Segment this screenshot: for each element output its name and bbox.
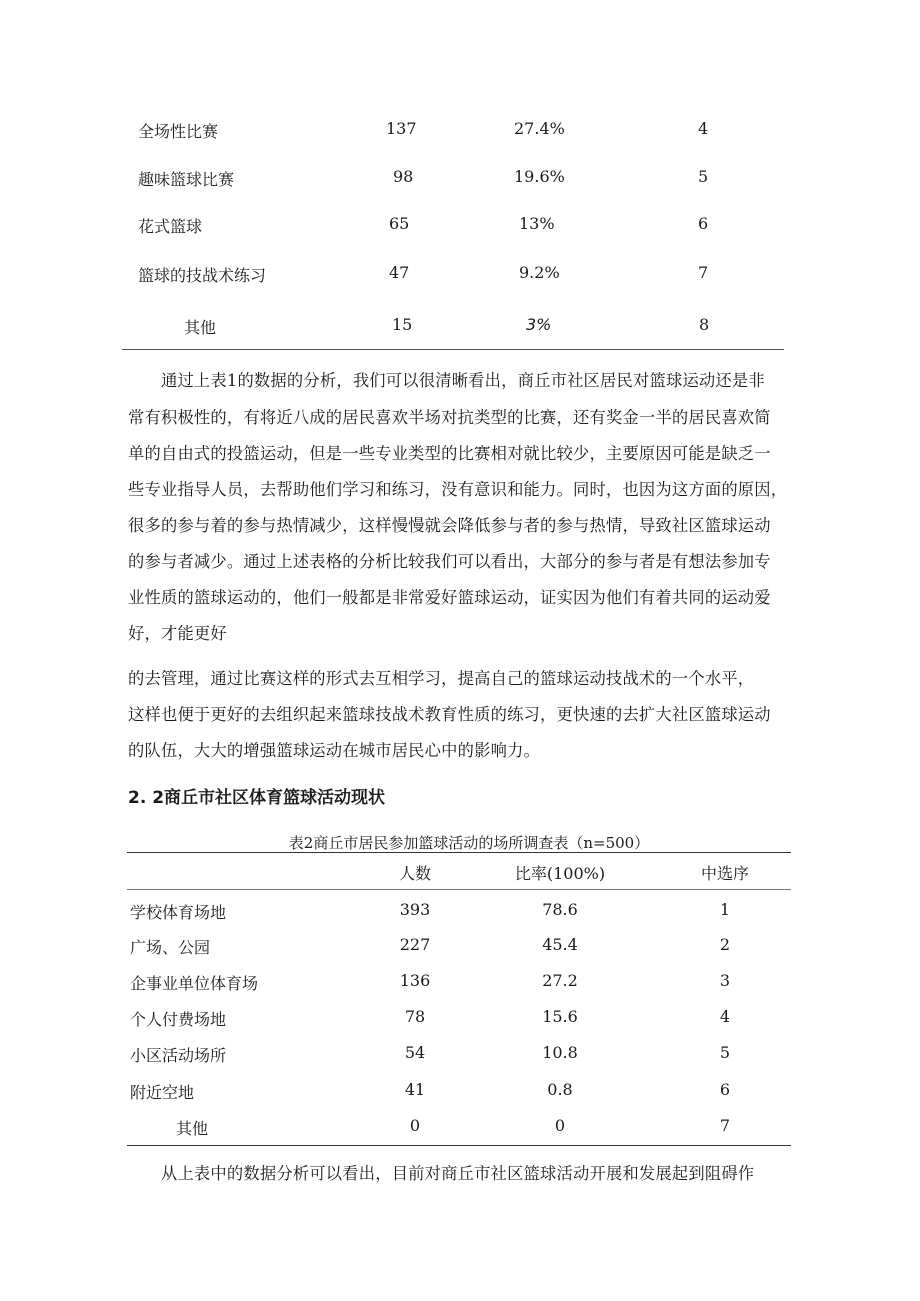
table2-rank: 4	[719, 1007, 731, 1026]
table1-rate: 13%	[519, 214, 555, 233]
table-row	[0, 1043, 920, 1069]
table2-rate: 10.8	[542, 1043, 578, 1062]
paragraph-line: 的去管理，通过比赛这样的形式去互相学习，提高自己的篮球运动技战术的一个水平，	[128, 669, 755, 688]
table2-rank: 7	[719, 1116, 731, 1135]
table2-header-rule	[127, 889, 791, 890]
table-row	[0, 1116, 920, 1142]
section-heading: 2. 2商丘市社区体育篮球活动现状	[128, 788, 386, 808]
table1-rank: 8	[699, 315, 710, 334]
table2-header-count: 人数	[398, 864, 431, 883]
table2-rank: 2	[719, 935, 731, 954]
table1-rate: 19.6%	[514, 167, 565, 186]
table2-place: 企事业单位体育场	[130, 974, 259, 993]
table-row	[0, 1080, 920, 1106]
table1-item: 其他	[184, 318, 217, 337]
table1-rate: 27.4%	[514, 119, 565, 138]
table1-rate: 3%	[526, 315, 552, 334]
table2-place: 学校体育场地	[130, 903, 227, 922]
table-row	[0, 1007, 920, 1033]
table-row	[0, 167, 920, 195]
table2-count: 78	[404, 1007, 426, 1026]
paragraph-line: 通过上表1的数据的分析，我们可以很清晰看出，商丘市社区居民对篮球运动还是非	[128, 371, 765, 390]
paragraph-line: 些专业指导人员，去帮助他们学习和练习，没有意识和能力。同时，也因为这方面的原因，	[128, 480, 788, 499]
table1-item: 篮球的技战术练习	[138, 266, 267, 285]
table1-count: 137	[386, 119, 417, 138]
table2-caption: 表2商丘市居民参加篮球活动的场所调查表（n=500）	[288, 834, 650, 852]
table2-count: 41	[404, 1080, 426, 1099]
table2-count: 227	[399, 935, 431, 954]
table1-count: 15	[392, 315, 413, 334]
paragraph-line: 业性质的篮球运动的，他们一般都是非常爱好篮球运动，证实因为他们有着共同的运动爱	[128, 588, 771, 607]
table2-header-rate: 比率(100%)	[514, 864, 606, 883]
table2-count: 136	[399, 971, 431, 990]
table2-rank: 5	[719, 1043, 731, 1062]
table2-rate: 0	[554, 1116, 566, 1135]
table2-place: 附近空地	[130, 1083, 195, 1102]
table-row	[0, 119, 920, 147]
table1-count: 65	[389, 214, 410, 233]
paragraph-line: 的参与者减少。通过上述表格的分析比较我们可以看出，大部分的参与者是有想法参加专	[128, 552, 771, 571]
table2-rate: 78.6	[542, 900, 578, 919]
paragraph-line: 从上表中的数据分析可以看出，目前对商丘市社区篮球活动开展和发展起到阻碍作	[128, 1164, 755, 1183]
paragraph-line: 的队伍，大大的增强篮球运动在城市居民心中的影响力。	[128, 741, 541, 760]
table-row	[0, 935, 920, 961]
table-row	[0, 315, 920, 343]
table2-bottom-rule	[127, 1145, 791, 1146]
table2-rank: 1	[719, 900, 731, 919]
table1-rate: 9.2%	[519, 263, 560, 282]
table2-header-rank: 中选序	[700, 864, 749, 883]
table1-item: 花式篮球	[138, 217, 203, 236]
table1-rank: 5	[698, 167, 709, 186]
table2-place: 个人付费场地	[130, 1010, 227, 1029]
table2-place: 广场、公园	[130, 938, 211, 957]
table2-count: 393	[399, 900, 431, 919]
table-row	[0, 214, 920, 242]
table2-rank: 3	[719, 971, 731, 990]
table2-place: 其他	[176, 1119, 209, 1138]
table1-rank: 6	[698, 214, 709, 233]
table2-rank: 6	[719, 1080, 731, 1099]
table1-item: 趣味篮球比赛	[138, 170, 235, 189]
table2-rate: 15.6	[542, 1007, 578, 1026]
table1-count: 98	[393, 167, 414, 186]
paragraph-line: 这样也便于更好的去组织起来篮球技战术教育性质的练习，更快速的去扩大社区篮球运动	[128, 705, 771, 724]
table2-header-row	[0, 861, 920, 887]
table2-rate: 45.4	[542, 935, 578, 954]
table2-count: 54	[404, 1043, 426, 1062]
table-row	[0, 971, 920, 997]
paragraph-line: 很多的参与着的参与热情减少，这样慢慢就会降低参与者的参与热情，导致社区篮球运动	[128, 516, 771, 535]
table1-item: 全场性比赛	[138, 122, 219, 141]
table2-top-rule	[127, 852, 791, 853]
paragraph-line: 单的自由式的投篮运动，但是一些专业类型的比赛相对就比较少，主要原因可能是缺乏一	[128, 444, 771, 463]
table1-bottom-rule	[122, 349, 784, 350]
paragraph-line: 好，才能更好	[128, 624, 227, 643]
table2-rate: 0.8	[547, 1080, 573, 1099]
table2-rate: 27.2	[542, 971, 578, 990]
table1-rank: 7	[698, 263, 709, 282]
table-row	[0, 263, 920, 291]
table1-rank: 4	[698, 119, 709, 138]
table2-place: 小区活动场所	[130, 1046, 227, 1065]
paragraph-line: 常有积极性的，有将近八成的居民喜欢半场对抗类型的比赛，还有奖金一半的居民喜欢简	[128, 408, 771, 427]
table-row	[0, 900, 920, 926]
table2-count: 0	[409, 1116, 421, 1135]
table1-count: 47	[389, 263, 410, 282]
